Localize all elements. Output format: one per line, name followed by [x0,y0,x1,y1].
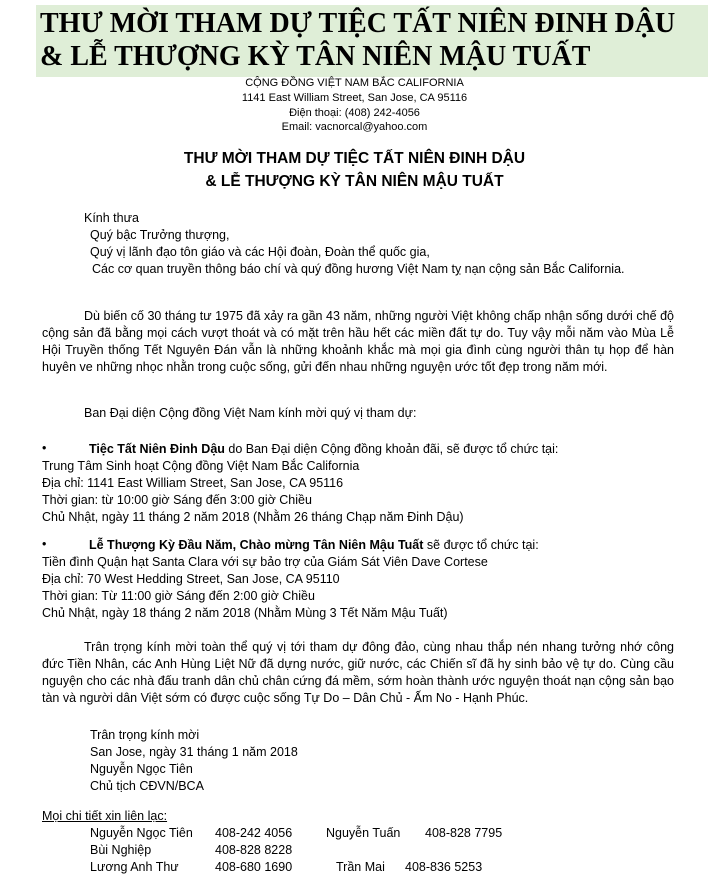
salutation-line3: Các cơ quan truyền thông báo chí và quý đồng hương Việt Nam tỵ nạn cộng sản Bắc California. [92,262,625,276]
event-1-date: Chủ Nhật, ngày 11 tháng 2 năm 2018 (Nhằm 26 tháng Chạp năm Đinh Dậu) [42,510,464,524]
banner-title-line2: & LỄ THƯỢNG KỲ TÂN NIÊN MẬU TUẤT [40,41,591,72]
event-1-time: Thời gian: từ 10:00 giờ Sáng đến 3:00 giờ Chiều [42,493,312,507]
contact-phone: 408-680 1690 [215,860,293,874]
signer-name: Nguyễn Ngọc Tiên [90,762,193,776]
signer-role: Chủ tịch CĐVN/BCA [90,779,204,793]
doc-title-line2: & LỄ THƯỢNG KỲ TÂN NIÊN MẬU TUẤT [205,173,504,190]
bullet-icon: • [42,441,47,455]
paragraph-1: Dù biến cố 30 tháng tư 1975 đã xảy ra gần 43 năm, những người Việt không chấp nhận sống dưới chế độ cộng sản đã bằng mọi cách vượt thoát và có mặt trên hầu hết các miền đất tự do. Tuy vậy mỗi năm vào Mùa Lễ Hội Truyền thống Tết Nguyên Đán vẫn là những khoảnh khắc mà mọi gia đình cùng người thân tụ họp để hàn huyên ve những nhọc nhằn trong cuộc sống, gửi đến nhau những nguyện ước tốt đẹp trong năm mới. [42,309,674,374]
event-2-name: Lễ Thượng Kỳ Đầu Năm, Chào mừng Tân Niên Mậu Tuất [89,538,424,552]
event-2-address: Địa chỉ: 70 West Hedding Street, San Jose, CA 95110 [42,572,340,586]
event-1-venue: Trung Tâm Sinh hoạt Cộng đồng Việt Nam Bắc California [42,459,360,473]
event-2-venue: Tiền đình Quận hạt Santa Clara với sự bảo trợ của Giám Sát Viên Dave Cortese [42,555,488,569]
contact-name: Nguyễn Ngọc Tiên [90,826,193,840]
org-name: CỘNG ĐỒNG VIỆT NAM BẮC CALIFORNIA [245,77,464,89]
event-1-desc: do Ban Đại diện Cộng đồng khoản đãi, sẽ được tổ chức tại: [224,442,559,456]
place-date: San Jose, ngày 31 tháng 1 năm 2018 [90,745,298,759]
contact-name: Bùi Nghiệp [90,843,152,857]
contacts-heading: Mọi chi tiết xin liên lạc: [42,809,168,823]
contact-phone: 408-242 4056 [215,826,293,840]
bullet-icon: • [42,537,47,551]
salutation-line2: Quý vị lãnh đạo tôn giáo và các Hội đoàn, Đoàn thể quốc gia, [90,245,430,259]
closing: Trân trọng kính mời [90,728,200,742]
banner-title-line1: THƯ MỜI THAM DỰ TIỆC TẤT NIÊN ĐINH DẬU [40,8,676,39]
org-phone: Điện thoại: (408) 242-4056 [289,107,420,119]
paragraph-2: Trân trọng kính mời toàn thể quý vị tới tham dự đông đảo, cùng nhau thắp nén nhang tưởng nhớ công đức Tiền Nhân, các Anh Hùng Liệt Nữ đã dựng nước, giữ nước, các Chiến sĩ đã hy sinh bảo vệ tự do. Cùng cầu nguyện cho các nhà đấu tranh dân chủ chân cứng đá mềm, sớm hoàn thành ước nguyện thoát nạn cộng sản bạo tàn và người dân Việt sớm có được cuộc sống Tự Do – Dân Chủ - Ấm No - Hạnh Phúc. [42,640,674,705]
event-1-name: Tiệc Tất Niên Đinh Dậu [89,442,225,456]
contact-phone: 408-828 8228 [215,843,293,857]
contact-phone: 408-828 7795 [425,826,503,840]
greeting: Kính thưa [84,211,139,225]
doc-title-line1: THƯ MỜI THAM DỰ TIỆC TẤT NIÊN ĐINH DẬU [183,150,526,167]
event-2-heading [89,537,539,554]
contact-name: Trần Mai [336,860,385,874]
contact-phone: 408-836 5253 [405,860,483,874]
org-email: Email: vacnorcal@yahoo.com [281,121,428,133]
event-2-time: Thời gian: Từ 11:00 giờ Sáng đến 2:00 giờ Chiều [42,589,315,603]
event-1-heading [89,441,558,458]
event-1-address: Địa chỉ: 1141 East William Street, San Jose, CA 95116 [42,476,344,490]
invite-line: Ban Đại diện Cộng đồng Việt Nam kính mời quý vị tham dự: [84,406,417,420]
event-2-desc: sẽ được tổ chức tại: [423,538,539,552]
contact-name: Nguyễn Tuấn [326,826,401,840]
salutation-line1: Quý bậc Trưởng thượng, [90,228,230,242]
event-2-date: Chủ Nhật, ngày 18 tháng 2 năm 2018 (Nhằm Mùng 3 Tết Năm Mậu Tuất) [42,606,448,620]
contact-name: Lương Anh Thư [90,860,179,874]
org-address: 1141 East William Street, San Jose, CA 95116 [241,92,468,104]
